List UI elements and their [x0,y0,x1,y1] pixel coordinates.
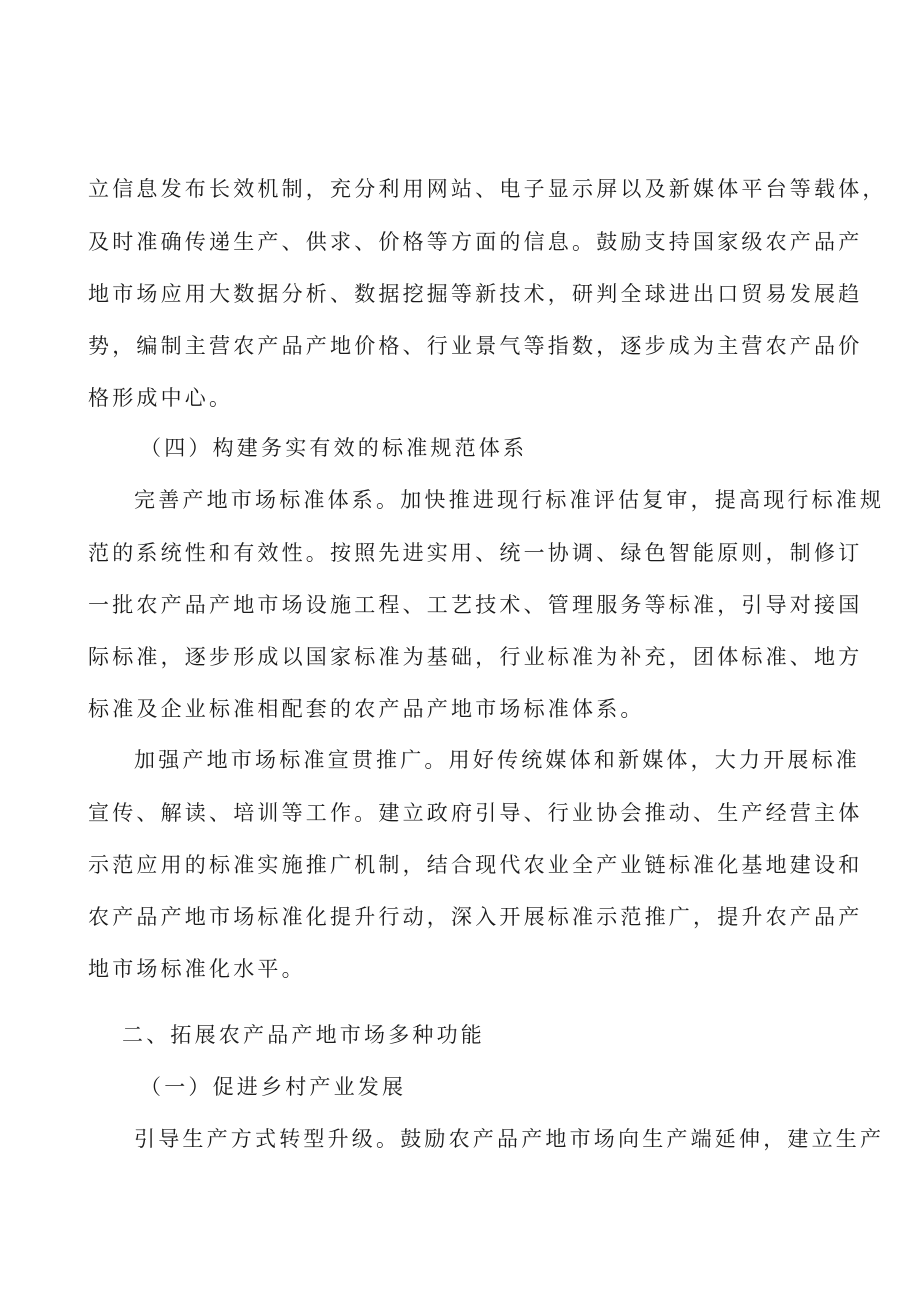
paragraph-line: 宣传、解读、培训等工作。建立政府引导、行业协会推动、生产经营主体 [88,801,863,825]
chapter-heading: 二、拓展农产品产地市场多种功能 [122,1023,485,1047]
paragraph-line: 范的系统性和有效性。按照先进实用、统一协调、绿色智能原则，制修订 [88,541,863,565]
paragraph-line: 一批农产品产地市场设施工程、工艺技术、管理服务等标准，引导对接国 [88,593,863,617]
paragraph-line: 及时准确传递生产、供求、价格等方面的信息。鼓励支持国家级农产品产 [88,230,863,254]
paragraph-line: 农产品产地市场标准化提升行动，深入开展标准示范推广，提升农产品产 [88,905,863,929]
paragraph-line: 势，编制主营农产品产地价格、行业景气等指数，逐步成为主营农产品价 [88,334,863,358]
paragraph-line: 格形成中心。 [88,386,234,410]
paragraph-line: 地市场应用大数据分析、数据挖掘等新技术，研判全球进出口贸易发展趋 [88,282,863,306]
paragraph-line: 际标准，逐步形成以国家标准为基础，行业标准为补充，团体标准、地方 [88,645,863,669]
paragraph-line: 示范应用的标准实施推广机制，结合现代农业全产业链标准化基地建设和 [88,853,863,877]
section-heading: （一）促进乡村产业发展 [140,1075,407,1099]
section-heading: （四）构建务实有效的标准规范体系 [140,436,528,460]
paragraph-line: 立信息发布长效机制，充分利用网站、电子显示屏以及新媒体平台等载体， [88,177,887,201]
paragraph-line: 加强产地市场标准宣贯推广。用好传统媒体和新媒体，大力开展标准 [134,748,860,772]
paragraph-line: 标准及企业标准相配套的农产品产地市场标准体系。 [88,697,645,721]
paragraph-line: 地市场标准化水平。 [88,957,306,981]
paragraph-line: 引导生产方式转型升级。鼓励农产品产地市场向生产端延伸，建立生产 [134,1127,885,1151]
paragraph-line: 完善产地市场标准体系。加快推进现行标准评估复审，提高现行标准规 [134,488,885,512]
